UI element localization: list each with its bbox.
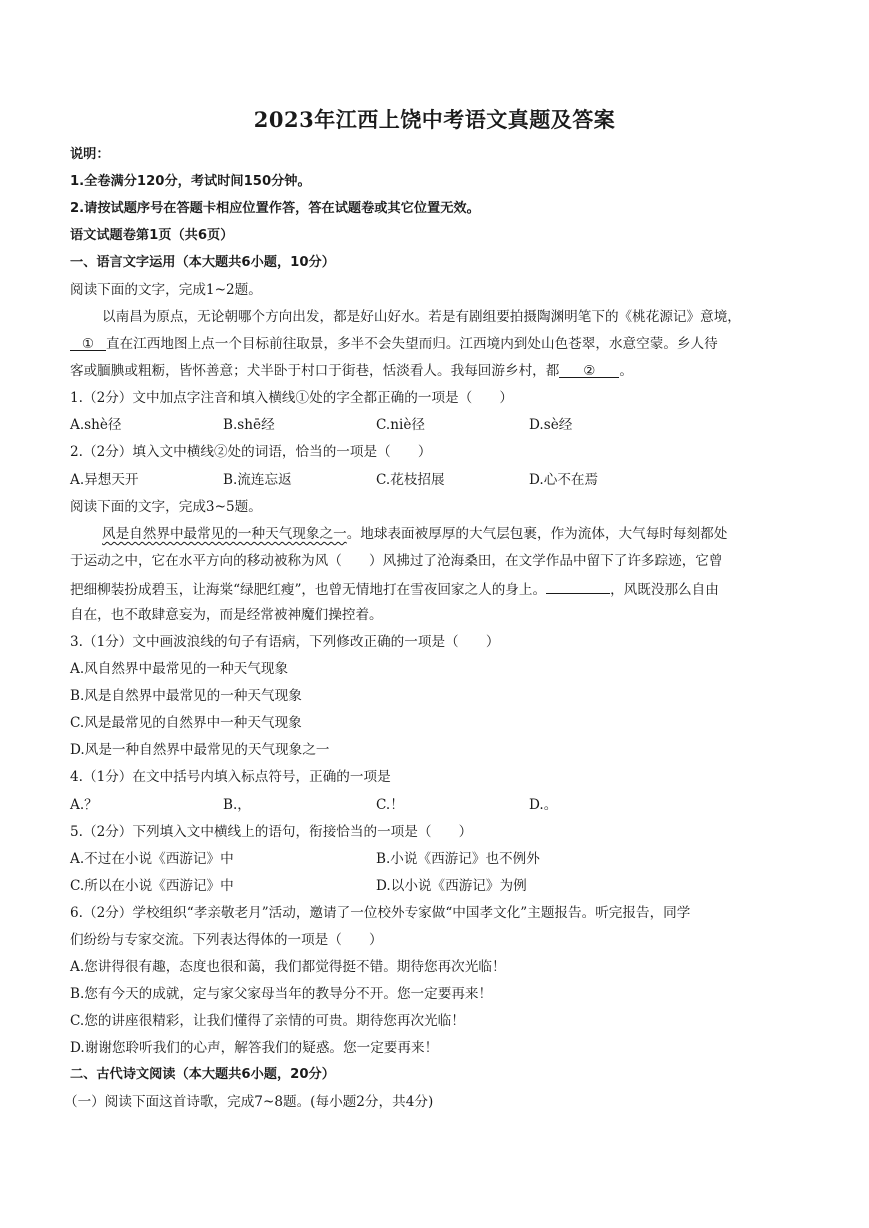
question-3: 3.（1分）文中画波浪线的句子有语病，下列修改正确的一项是（ ） (70, 634, 500, 650)
blank-2: ② (559, 361, 619, 378)
passage1-line1: 以南昌为原点，无论朝哪个方向出发，都是好山好水。若是有剧组要拍摄陶渊明笔下的《桃花源记》意境， (102, 309, 741, 325)
passage1-line3-text: 客或腼腆或粗粝，皆怀善意；犬半卧于村口于街巷，恬淡看人。我每回游乡村，都 (70, 363, 560, 379)
passage1-line2 (70, 334, 800, 354)
q3-option-d: D.风是一种自然界中最常见的天气现象之一 (70, 742, 330, 758)
q2-option-a: A.异想天开 (70, 472, 139, 488)
passage2-line3-end: ，风既没那么自由 (610, 582, 719, 598)
q6-option-d: D.谢谢您聆听我们的心声，解答我们的疑惑。您一定要再来！ (70, 1040, 439, 1056)
blank-3 (546, 578, 610, 594)
page-info: 语文试题卷第1页（共6页） (70, 228, 234, 243)
q3-option-b: B.风是自然界中最常见的一种天气现象 (70, 688, 302, 704)
passage2-line4: 自在，也不敢肆意妄为，而是经常被神魔们操控着。 (70, 607, 383, 623)
passage1-line2-text: 直在江西地图上点一个目标前往取景，多半不会失望而归。江西境内到处山色苍翠，水意空蒙。乡人待 (106, 336, 718, 352)
q6-option-c: C.您的讲座很精彩，让我们懂得了亲情的可贵。期待您再次光临！ (70, 1013, 465, 1029)
q3-option-c: C.风是最常见的自然界中一种天气现象 (70, 715, 302, 731)
wavy-sentence: 风是自然界中最常见的一种天气现象之一 (102, 526, 347, 542)
q4-option-b: B.， (223, 797, 251, 813)
page-title: 2023年江西上饶中考语文真题及答案 (253, 107, 616, 132)
passage1-line3-end: 。 (619, 363, 633, 379)
passage2-line2: 于运动之中，它在水平方向的移动被称为风（ ）风拂过了沧海桑田，在文学作品中留下了许多踪迹，它曾 (70, 553, 723, 569)
question-1: 1.（2分）文中加点字注音和填入横线①处的字全都正确的一项是（ ） (70, 390, 514, 406)
note-1: 1.全卷满分120分，考试时间150分钟。 (70, 174, 311, 189)
q3-option-a: A.风自然界中最常见的一种天气现象 (70, 661, 289, 677)
passage2-line1 (102, 524, 800, 544)
reading-instruction-1: 阅读下面的文字，完成1~2题。 (70, 282, 262, 298)
blank-1: ① (70, 334, 106, 351)
section2-heading: 二、古代诗文阅读（本大题共6小题，20分） (70, 1067, 335, 1082)
q1-option-b: B.shē经 (223, 417, 275, 433)
note-2: 2.请按试题序号在答题卡相应位置作答，答在试题卷或其它位置无效。 (70, 201, 480, 216)
q6-option-a: A.您讲得很有趣，态度也很和蔼，我们都觉得挺不错。期待您再次光临！ (70, 959, 506, 975)
passage2-line1-text: 。地球表面被厚厚的大气层包裹，作为流体，大气每时每刻都处 (346, 526, 728, 542)
q5-option-c: C.所以在小说《西游记》中 (70, 878, 234, 894)
q2-option-d: D.心不在焉 (529, 472, 599, 488)
reading-instruction-2: 阅读下面的文字，完成3~5题。 (70, 499, 262, 515)
q5-option-d: D.以小说《西游记》为例 (376, 878, 527, 894)
q4-option-d: D.。 (529, 797, 558, 813)
q1-option-a: A.shè径 (70, 417, 122, 433)
question-2: 2.（2分）填入文中横线②处的词语，恰当的一项是（ ） (70, 444, 432, 460)
question-5: 5.（2分）下列填入文中横线上的语句，衔接恰当的一项是（ ） (70, 824, 473, 840)
q4-option-c: C.！ (376, 797, 404, 813)
q5-option-a: A.不过在小说《西游记》中 (70, 851, 234, 867)
q4-option-a: A.？ (70, 797, 98, 813)
passage1-line3 (70, 361, 800, 381)
question-4: 4.（1分）在文中括号内填入标点符号，正确的一项是 (70, 769, 391, 785)
question-6-line2: 们纷纷与专家交流。下列表达得体的一项是（ ） (70, 932, 383, 948)
q2-option-b: B.流连忘返 (223, 472, 292, 488)
q1-option-d: D.sè经 (529, 417, 573, 433)
q2-option-c: C.花枝招展 (376, 472, 445, 488)
q1-option-c: C.niè径 (376, 417, 425, 433)
section2-sub1: （一）阅读下面这首诗歌，完成7~8题。(每小题2分，共4分) (64, 1094, 434, 1110)
q6-option-b: B.您有今天的成就，定与家父家母当年的教导分不开。您一定要再来！ (70, 986, 493, 1002)
question-6-line1: 6.（2分）学校组织“孝亲敬老月”活动，邀请了一位校外专家做“中国孝文化”主题报告。听完报告，同学 (70, 905, 691, 921)
passage2-line3 (70, 578, 800, 600)
notes-heading: 说明： (70, 147, 110, 162)
passage2-line3-text: 把细柳装扮成碧玉，让海棠“绿肥红瘦”，也曾无情地打在雪夜回家之人的身上。 (70, 582, 547, 598)
section1-heading: 一、语言文字运用（本大题共6小题，10分） (70, 255, 335, 270)
q5-option-b: B.小说《西游记》也不例外 (376, 851, 540, 867)
